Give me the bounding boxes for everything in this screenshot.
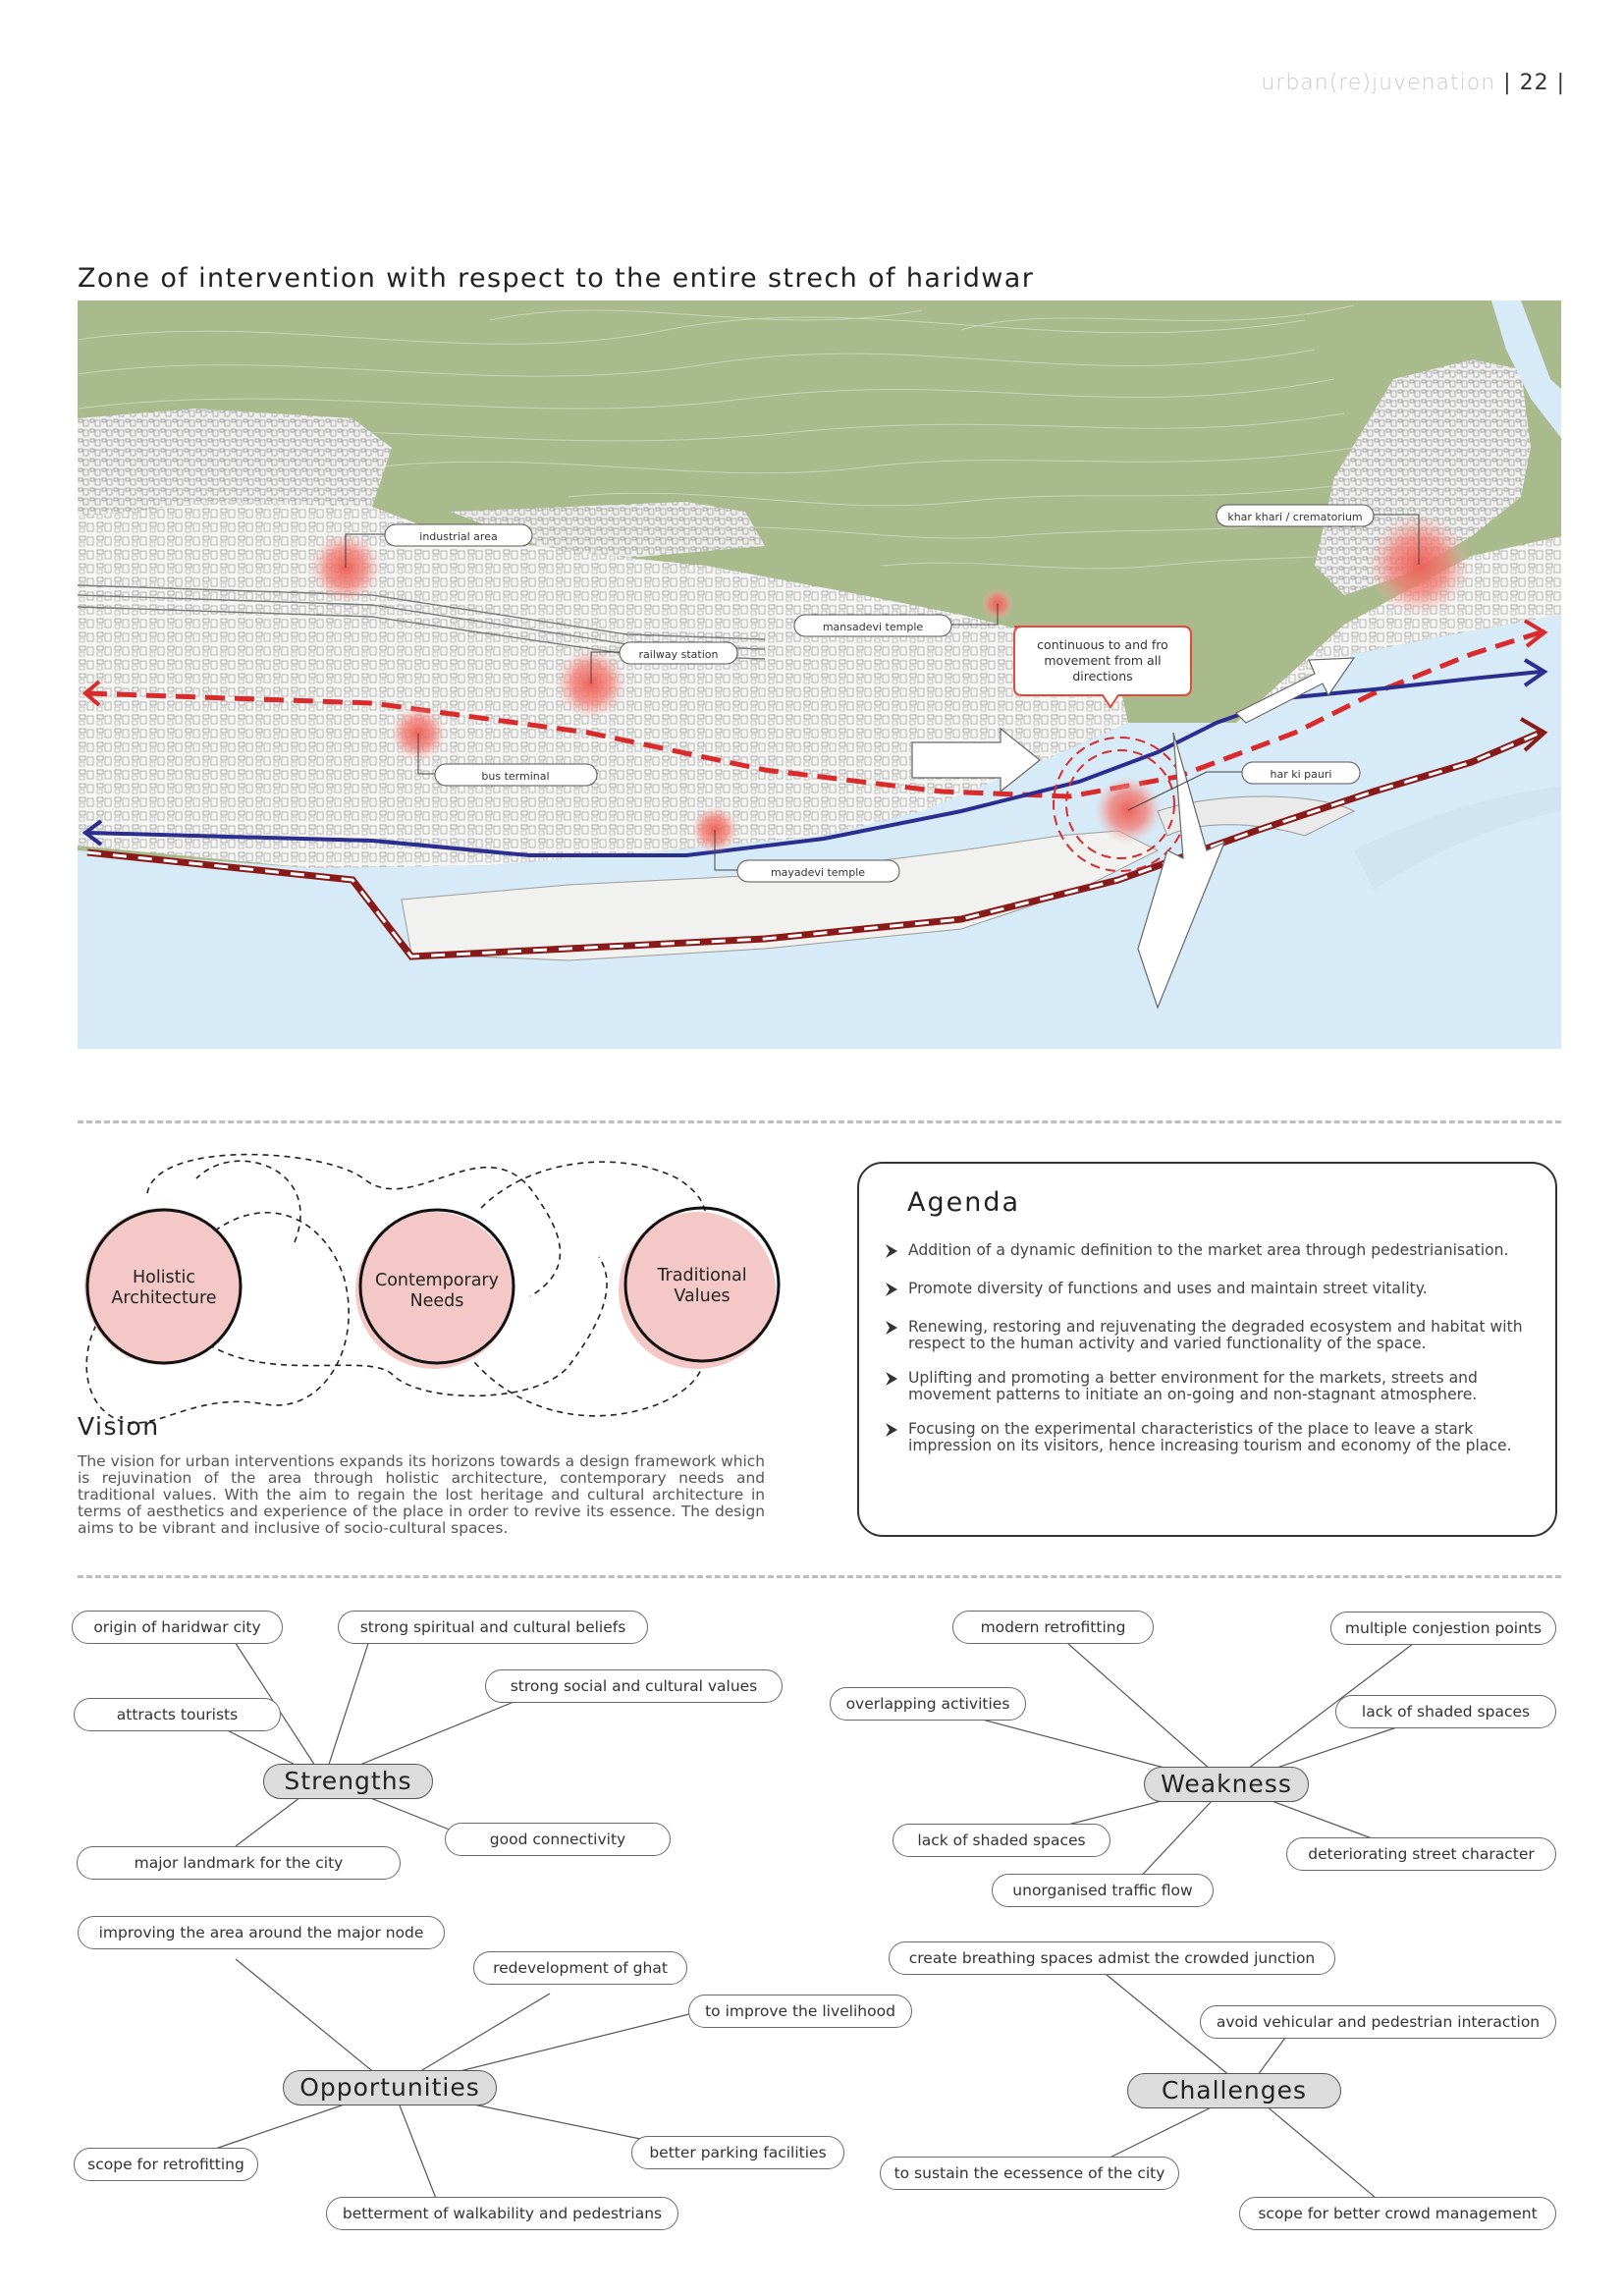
callout-line-2: movement from all bbox=[1044, 653, 1162, 668]
strength-pill: strong social and cultural values bbox=[485, 1669, 783, 1703]
arrow-bullet-icon bbox=[883, 1319, 900, 1337]
label-har-ki-pauri: har ki pauri bbox=[1270, 768, 1332, 781]
agenda-item bbox=[883, 1421, 1540, 1454]
agenda-box bbox=[857, 1162, 1557, 1537]
strength-pill: origin of haridwar city bbox=[72, 1611, 283, 1644]
opportunity-pill: betterment of walkability and pedestrians bbox=[326, 2197, 678, 2230]
agenda-item-text: Uplifting and promoting a better environment for the markets, streets and movement patterns to initiate an on-going and non-stagnant atmosphere. bbox=[908, 1369, 1478, 1403]
agenda-item bbox=[883, 1281, 1540, 1297]
page-header bbox=[1261, 71, 1565, 95]
callout-line-3: directions bbox=[1072, 669, 1133, 683]
arrow-bullet-icon bbox=[883, 1421, 900, 1439]
challenge-pill: scope for better crowd management bbox=[1239, 2197, 1556, 2230]
weakness-pill: unorganised traffic flow bbox=[992, 1874, 1214, 1907]
opportunity-pill: redevelopment of ghat bbox=[473, 1951, 687, 1985]
page-number: 22 bbox=[1519, 71, 1549, 95]
holistic-label-1: Holistic bbox=[132, 1268, 196, 1287]
map-title: Zone of intervention with respect to the entire strech of haridwar bbox=[78, 263, 1035, 294]
label-mayadevi-temple: mayadevi temple bbox=[770, 866, 866, 879]
label-mansadevi-temple: mansadevi temple bbox=[822, 621, 924, 633]
weakness-pill: deteriorating street character bbox=[1286, 1837, 1556, 1871]
weakness-pill: lack of shaded spaces bbox=[893, 1824, 1110, 1857]
arrow-bullet-icon bbox=[883, 1281, 900, 1298]
agenda-item-text: Promote diversity of functions and uses and maintain street vitality. bbox=[908, 1280, 1428, 1297]
opportunities-heading: Opportunities bbox=[283, 2070, 497, 2105]
vision-paragraph: The vision for urban interventions expands its horizons towards a design framework which is rejuvination of the area through holistic architecture, contemporary needs and traditional values. With the aim to regain the lost heritage and cultural architecture in terms of aesthetics and experience of the place in order to revive its essence. The design aims to be vibrant and inclusive of socio-cultural spaces. bbox=[78, 1452, 765, 1537]
header-brand: urban(re)juvenation bbox=[1261, 71, 1496, 95]
challenge-pill: avoid vehicular and pedestrian interaction bbox=[1200, 2005, 1556, 2039]
contemporary-label-2: Needs bbox=[409, 1291, 464, 1311]
opportunity-pill: to improve the livelihood bbox=[688, 1995, 912, 2028]
traditional-label-1: Traditional bbox=[657, 1266, 747, 1285]
agenda-item bbox=[883, 1242, 1540, 1259]
label-railway-station: railway station bbox=[638, 648, 719, 661]
industrial-fabric bbox=[78, 409, 392, 517]
header-end-mark: | bbox=[1556, 71, 1565, 95]
callout-line-1: continuous to and fro bbox=[1037, 637, 1168, 652]
strength-pill: attracts tourists bbox=[74, 1698, 281, 1731]
label-industrial-area: industrial area bbox=[419, 530, 498, 543]
weakness-pill: multiple conjestion points bbox=[1330, 1612, 1556, 1645]
strengths-heading: Strengths bbox=[263, 1764, 433, 1799]
weakness-pill: overlapping activities bbox=[830, 1687, 1026, 1721]
challenge-pill: to sustain the ecessence of the city bbox=[880, 2157, 1179, 2190]
opportunity-pill: scope for retrofitting bbox=[74, 2148, 258, 2181]
opportunity-pill: improving the area around the major node bbox=[78, 1916, 445, 1949]
agenda-item bbox=[883, 1370, 1540, 1403]
agenda-item-text: Renewing, restoring and rejuvenating the degraded ecosystem and habitat with respect to the human activity and varied functionality of the space. bbox=[908, 1318, 1523, 1352]
vision-diagram bbox=[69, 1149, 815, 1434]
movement-callout bbox=[1014, 627, 1191, 707]
header-separator: | bbox=[1503, 71, 1512, 95]
agenda-item bbox=[883, 1319, 1540, 1352]
label-khar-khari: khar khari / crematorium bbox=[1227, 511, 1363, 523]
contemporary-label-1: Contemporary bbox=[375, 1271, 499, 1290]
weakness-pill: lack of shaded spaces bbox=[1335, 1695, 1556, 1728]
strength-pill: good connectivity bbox=[445, 1823, 671, 1856]
agenda-list bbox=[883, 1242, 1540, 1454]
agenda-item-text: Addition of a dynamic definition to the market area through pedestrianisation. bbox=[908, 1241, 1509, 1259]
weakness-pill: modern retrofitting bbox=[952, 1611, 1154, 1644]
traditional-label-2: Values bbox=[674, 1286, 731, 1306]
agenda-item-text: Focusing on the experimental characteristics of the place to leave a stark impression on its visitors, hence increasing tourism and economy of the place. bbox=[908, 1420, 1512, 1454]
strength-pill: strong spiritual and cultural beliefs bbox=[338, 1611, 648, 1644]
vision-title: Vision bbox=[78, 1412, 160, 1441]
arrow-bullet-icon bbox=[883, 1370, 900, 1388]
opportunity-pill: better parking facilities bbox=[631, 2136, 844, 2169]
arrow-bullet-icon bbox=[883, 1242, 900, 1260]
agenda-title: Agenda bbox=[907, 1187, 1021, 1218]
holistic-label-2: Architecture bbox=[111, 1288, 217, 1308]
label-bus-terminal: bus terminal bbox=[481, 770, 550, 783]
intervention-map bbox=[78, 301, 1561, 1049]
weakness-heading: Weakness bbox=[1144, 1767, 1309, 1802]
strength-pill: major landmark for the city bbox=[77, 1846, 401, 1880]
challenges-heading: Challenges bbox=[1127, 2073, 1341, 2108]
challenge-pill: create breathing spaces admist the crowded junction bbox=[889, 1941, 1335, 1975]
section-divider-top bbox=[78, 1121, 1561, 1123]
